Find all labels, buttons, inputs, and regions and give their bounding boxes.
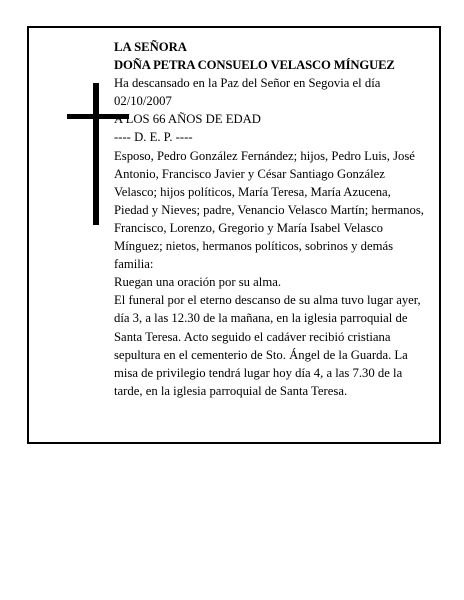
funeral-details: El funeral por el eterno descanso de su alma tuvo lugar ayer, día 3, a las 12.30 de la mañana, en la iglesia parroquial de Santa Teresa. Acto seguido el cadáver recibió cristiana sepultura en el cementerio de Sto. Ángel de la Guarda. La misa de privilegio tendrá lugar hoy día 4, a las 7.30 de la tarde, en la iglesia parroquial de Santa Teresa. bbox=[114, 293, 421, 398]
age-statement: A LOS 66 AÑOS DE EDAD bbox=[114, 112, 261, 127]
honorific: LA SEÑORA bbox=[114, 40, 187, 54]
cross-vertical-bar bbox=[93, 83, 99, 225]
rip-line: ---- D. E. P. ---- bbox=[114, 130, 193, 145]
notice-text bbox=[114, 38, 426, 400]
death-statement: Ha descansado en la Paz del Señor en Segovia el día 02/10/2007 bbox=[114, 76, 381, 109]
family-list: Esposo, Pedro González Fernández; hijos, Pedro Luis, José Antonio, Francisco Javier y César Santiago González Velasco; hijos políticos, María Teresa, María Azucena, Piedad y Nieves; padre, Venancio Velasco Martín; hermanos, Francisco, Lorenzo, Gregorio y María Isabel Velasco Mínguez; nietos, hermanos políticos, sobrinos y demás familia: bbox=[114, 148, 424, 272]
prayer-request: Ruegan una oración por su alma. bbox=[114, 275, 282, 290]
deceased-name: DOÑA PETRA CONSUELO VELASCO MÍNGUEZ bbox=[114, 58, 395, 73]
